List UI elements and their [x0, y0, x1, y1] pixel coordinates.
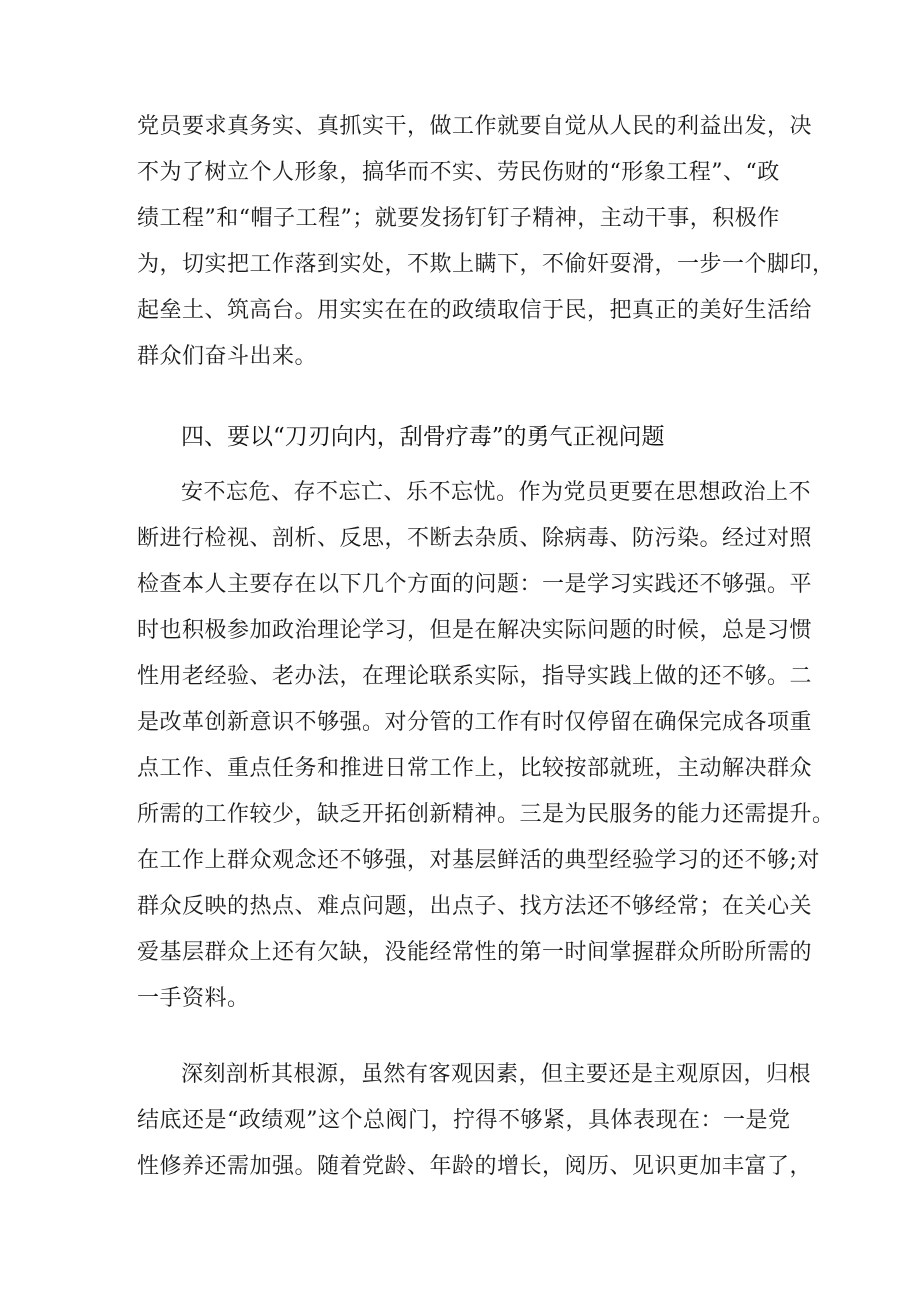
paragraph-3 [137, 1052, 813, 1190]
paragraph-line: 结底还是“政绩观”这个总阀门，拧得不够紧，具体表现在：一是党 [137, 1108, 791, 1133]
paragraph-line: 不为了树立个人形象，搞华而不实、劳民伤财的“形象工程”、“政 [137, 160, 780, 185]
paragraph-line: 性用老经验、老办法，在理论联系实际，指导实践上做的还不够。二 [137, 664, 813, 689]
paragraph-line: 性修养还需加强。随着党龄、年龄的增长，阅历、见识更加丰富了， [137, 1154, 813, 1179]
paragraph-line: 点工作、重点任务和推进日常工作上，比较按部就班，主动解决群众 [137, 756, 813, 781]
paragraph-line: 是改革创新意识不够强。对分管的工作有时仅停留在确保完成各项重 [137, 710, 813, 735]
paragraph-line: 安不忘危、存不忘亡、乐不忘忧。作为党员更要在思想政治上不 [181, 480, 812, 505]
section-heading-4: 四、要以“刀刃向内，刮骨疗毒”的勇气正视问题 [181, 424, 665, 450]
paragraph-line: 群众们奋斗出来。 [137, 344, 318, 369]
paragraph-line: 所需的工作较少，缺乏开拓创新精神。三是为民服务的能力还需提升。 [137, 802, 835, 827]
paragraph-line: 在工作上群众观念还不够强，对基层鲜活的典型经验学习的还不够;对 [137, 848, 820, 873]
paragraph-line: 起垒土、筑高台。用实实在在的政绩取信于民，把真正的美好生活给 [137, 298, 813, 323]
paragraph-line: 深刻剖析其根源，虽然有客观因素，但主要还是主观原因，归根 [181, 1062, 812, 1087]
paragraph-line: 群众反映的热点、难点问题，出点子、找方法还不够经常；在关心关 [137, 894, 813, 919]
paragraph-line: 一手资料。 [137, 986, 250, 1011]
paragraph-1 [137, 104, 835, 380]
paragraph-line: 绩工程”和“帽子工程”；就要发扬钉钉子精神，主动干事，积极作 [137, 206, 780, 231]
paragraph-line: 断进行检视、剖析、反思，不断去杂质、除病毒、防污染。经过对照 [137, 526, 813, 551]
paragraph-line: 时也积极参加政治理论学习，但是在解决实际问题的时候，总是习惯 [137, 618, 813, 643]
paragraph-line: 爱基层群众上还有欠缺，没能经常性的第一时间掌握群众所盼所需的 [137, 940, 813, 965]
paragraph-2 [137, 470, 835, 1022]
paragraph-line: 党员要求真务实、真抓实干，做工作就要自觉从人民的利益出发，决 [137, 114, 813, 139]
paragraph-line: 为，切实把工作落到实处，不欺上瞒下，不偷奸耍滑，一步一个脚印， [137, 252, 835, 277]
paragraph-line: 检查本人主要存在以下几个方面的问题：一是学习实践还不够强。平 [137, 572, 813, 597]
